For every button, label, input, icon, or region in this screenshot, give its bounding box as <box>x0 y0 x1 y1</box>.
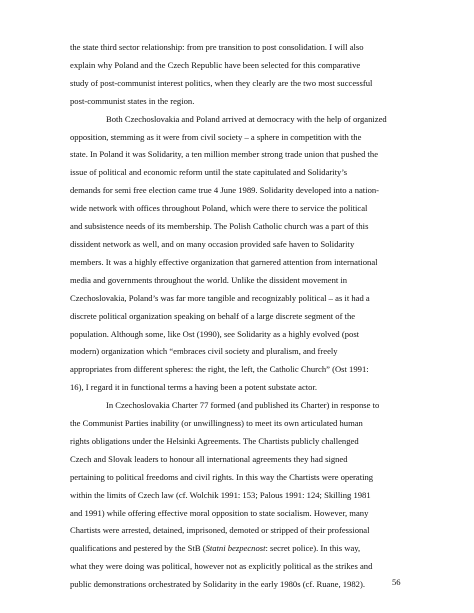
paragraph-solidarity <box>70 111 415 398</box>
text-line: demands for semi free election came true 4 June 1989. Solidarity developed into a nation- <box>70 185 380 196</box>
stb-line-before: qualifications and pestered by the StB ( <box>70 543 206 554</box>
body-text <box>70 39 415 594</box>
text-line: pertaining to political freedoms and civil rights. In this way the Chartists were operating <box>70 471 374 482</box>
text-line: modern) organization which “embraces civil society and pluralism, and freely <box>70 346 338 357</box>
text-line: the state third sector relationship: from pre transition to post consolidation. I will also <box>70 42 364 52</box>
text-line-stb <box>70 540 415 558</box>
text-line: media and governments throughout the world. Unlike the dissident movement in <box>70 274 348 285</box>
text-line: rights obligations under the Helsinki Agreements. The Chartists publicly challenged <box>70 435 359 446</box>
text-line: explain why Poland and the Czech Republic have been selected for this comparative <box>70 59 361 70</box>
text-line: Czechoslovakia, Poland’s was far more tangible and recognizably political – as it had a <box>70 292 370 303</box>
text-line: members. It was a highly effective organization that garnered attention from international <box>70 256 378 267</box>
text-line: dissident network as well, and on many occasion provided safe haven to Solidarity <box>70 238 355 249</box>
text-line: and 1991) while offering effective moral opposition to state socialism. However, many <box>70 507 369 518</box>
text-line: discrete political organization speaking on behalf of a large discrete segment of the <box>70 310 356 321</box>
text-line: wide network with offices throughout Poland, which were there to service the political <box>70 203 368 214</box>
text-line: population. Although some, like Ost (1990), see Solidarity as a highly evolved (post <box>70 328 360 339</box>
stb-italic-term: Statni bezpecnost <box>205 543 266 554</box>
text-line: opposition, stemming as it were from civil society – a sphere in competition with the <box>70 131 362 142</box>
text-line: 16), I regard it in functional terms a having been a potent substate actor. <box>70 382 317 393</box>
text-line: post-communist states in the region. <box>70 95 195 106</box>
text-line: issue of political and economic reform until the state capitulated and Solidarity’s <box>70 167 348 178</box>
text-line: the Communist Parties inability (or unwillingness) to meet its own articulated human <box>70 418 363 429</box>
text-line: what they were doing was political, however not as explicitly political as the strikes and <box>70 561 373 572</box>
text-line: public demonstrations orchestrated by Solidarity in the early 1980s (cf. Ruane, 1982). <box>70 579 365 590</box>
text-line: study of post-communist interest politics, when they clearly are the two most successful <box>70 77 373 88</box>
text-line: Both Czechoslovakia and Poland arrived at democracy with the help of organized <box>106 113 387 124</box>
text-line: state. In Poland it was Solidarity, a ten million member strong trade union that pushed the <box>70 149 379 160</box>
text-line: within the limits of Czech law (cf. Wolchik 1991: 153; Palous 1991: 124; Skilling 1981 <box>70 489 371 500</box>
text-line: and subsistence needs of its membership. The Polish Catholic church was a part of this <box>70 221 369 232</box>
page-number: 56 <box>392 577 401 587</box>
text-line: Czech and Slovak leaders to honour all international agreements they had signed <box>70 453 348 464</box>
paragraph-charter77 <box>70 397 415 594</box>
text-line: Chartists were arrested, detained, imprisoned, demoted or stripped of their professional <box>70 525 370 536</box>
stb-line-after: : secret police). In this way, <box>265 543 361 554</box>
text-line: appropriates from different spheres: the right, the left, the Catholic Church” (Ost 1991: <box>70 364 369 375</box>
text-line: In Czechoslovakia Charter 77 formed (and published its Charter) in response to <box>106 400 380 411</box>
paragraph-intro <box>70 39 415 111</box>
